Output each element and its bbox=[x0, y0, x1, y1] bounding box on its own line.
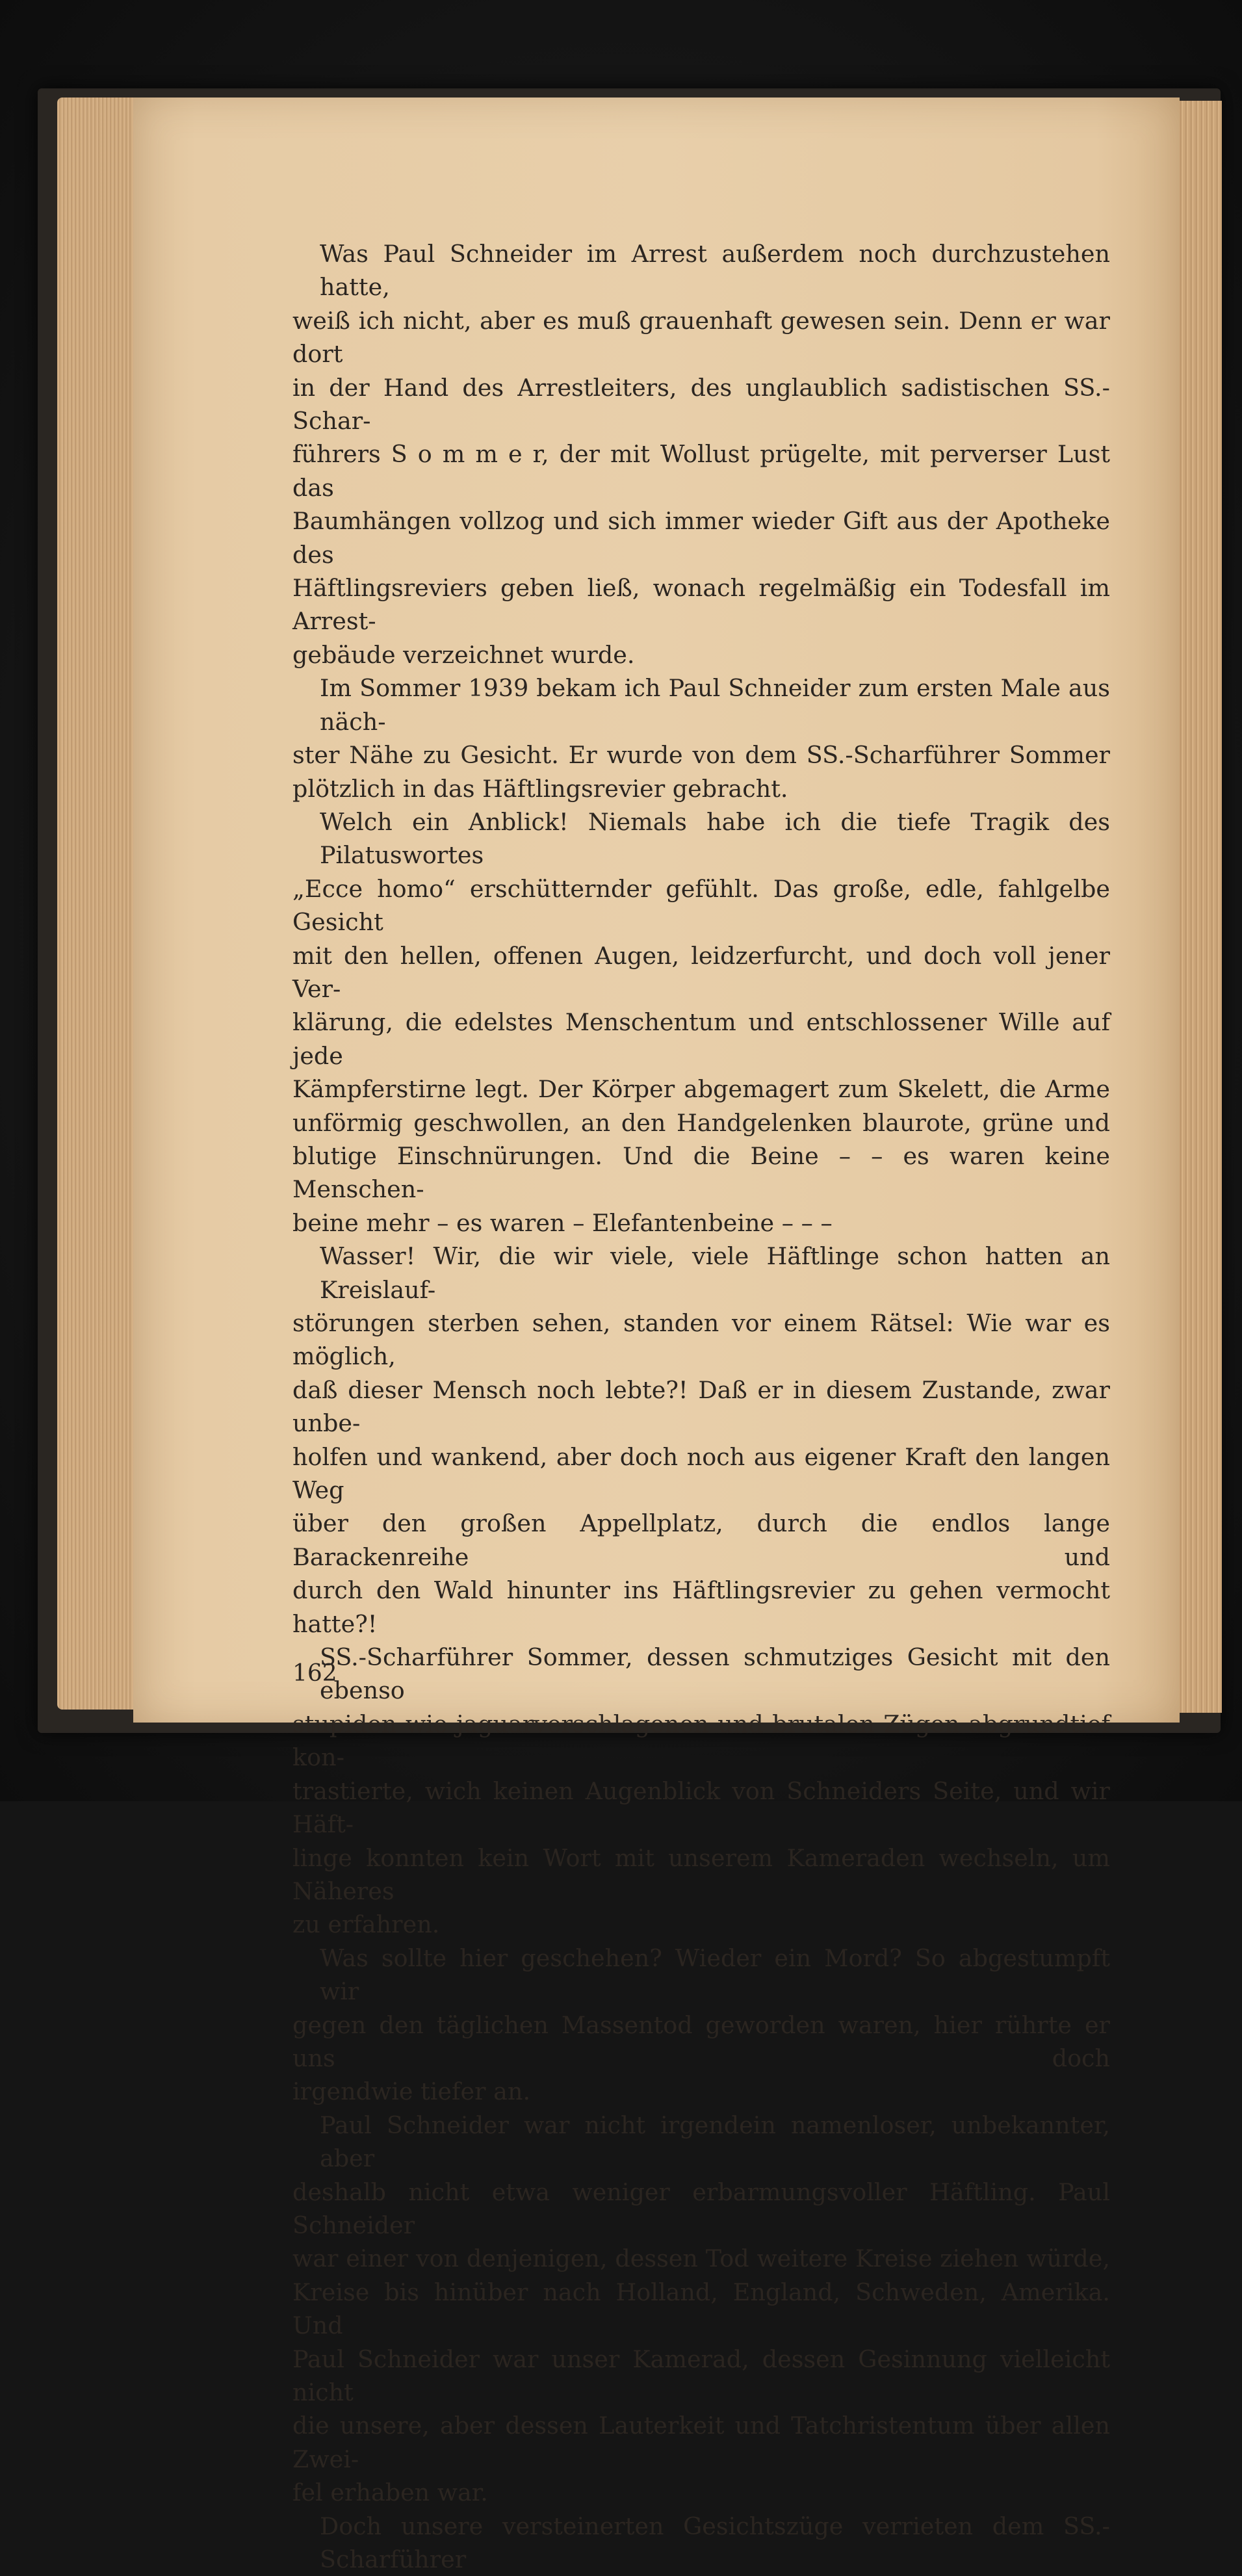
text-line: deshalb nicht etwa weniger erbarmungsvoller Häftling. Paul Schneider bbox=[292, 2178, 1110, 2239]
paragraph bbox=[292, 2109, 1110, 2510]
text-line: Baumhängen vollzog und sich immer wieder Gift aus der Apotheke des bbox=[292, 507, 1110, 569]
text-line: blutige Einschnürungen. Und die Beine – – es waren keine Menschen- bbox=[292, 1141, 1110, 1204]
text-line: Was sollte hier geschehen? Wieder ein Mord? So abgestumpft wir bbox=[320, 1944, 1110, 2006]
text-line: linge konnten kein Wort mit unserem Kameraden wechseln, um Näheres bbox=[292, 1843, 1110, 1905]
text-line: Wasser! Wir, die wir viele, viele Häftlinge schon hatten an Kreislauf- bbox=[320, 1242, 1110, 1304]
text-line: über den großen Appellplatz, durch die endlos lange Barackenreihe und bbox=[292, 1509, 1110, 1571]
text-line: unförmig geschwollen, an den Handgelenken blaurote, grüne und bbox=[292, 1108, 1110, 1137]
page-edges-left bbox=[57, 98, 135, 1710]
text-line: gegen den täglichen Massentod geworden waren, hier rührte er uns doch bbox=[292, 2010, 1110, 2072]
text-line: stupiden wie jaguarverschlagenen und brutalen Zügen abgrundtief kon- bbox=[292, 1710, 1110, 1772]
text-line: Häftlingsreviers geben ließ, wonach regelmäßig ein Todesfall im Arrest- bbox=[292, 574, 1110, 636]
text-line: gebäude verzeichnet wurde. bbox=[292, 640, 635, 669]
paragraph bbox=[292, 1942, 1110, 2109]
text-line: die unsere, aber dessen Lauterkeit und Tatchristentum über allen Zwei- bbox=[292, 2412, 1110, 2473]
text-line: Was Paul Schneider im Arrest außerdem noch durchzustehen hatte, bbox=[320, 240, 1110, 302]
text-line: Paul Schneider war nicht irgendein namenloser, unbekannter, aber bbox=[320, 2111, 1110, 2173]
body-text bbox=[292, 237, 1110, 2576]
text-line: Kreise bis hinüber nach Holland, England, Schweden, Amerika. Und bbox=[292, 2278, 1110, 2340]
paragraph bbox=[292, 671, 1110, 805]
text-line: klärung, die edelstes Menschentum und entschlossener Wille auf jede bbox=[292, 1008, 1110, 1070]
text-line: „Ecce homo“ erschütternder gefühlt. Das große, edle, fahlgelbe Gesicht bbox=[292, 874, 1110, 937]
text-line: weiß ich nicht, aber es muß grauenhaft gewesen sein. Denn er war dort bbox=[292, 306, 1110, 369]
text-line: irgendwie tiefer an. bbox=[292, 2077, 531, 2106]
text-line: SS.-Scharführer Sommer, dessen schmutziges Gesicht mit den ebenso bbox=[320, 1643, 1110, 1705]
text-line: plötzlich in das Häftlingsrevier gebracht. bbox=[292, 774, 788, 803]
paragraph bbox=[292, 2510, 1110, 2576]
text-line: trastierte, wich keinen Augenblick von Schneiders Seite, und wir Häft- bbox=[292, 1776, 1110, 1839]
text-line: in der Hand des Arrestleiters, des unglaublich sadistischen SS.-Schar- bbox=[292, 373, 1110, 436]
text-line: Kämpferstirne legt. Der Körper abgemagert zum Skelett, die Arme bbox=[292, 1075, 1110, 1104]
text-line: zu erfahren. bbox=[292, 1910, 440, 1939]
text-line: Im Sommer 1939 bekam ich Paul Schneider zum ersten Male aus näch- bbox=[320, 674, 1110, 736]
text-line: war einer von denjenigen, dessen Tod weitere Kreise ziehen würde, bbox=[292, 2244, 1110, 2273]
text-line: durch den Wald hinunter ins Häftlingsrevier zu gehen vermocht hatte?! bbox=[292, 1576, 1110, 1638]
text-line: störungen sterben sehen, standen vor einem Rätsel: Wie war es möglich, bbox=[292, 1309, 1110, 1371]
page-number: 162 bbox=[292, 1660, 337, 1687]
text-line: Welch ein Anblick! Niemals habe ich die tiefe Tragik des Pilatuswortes bbox=[320, 807, 1110, 870]
paragraph bbox=[292, 805, 1110, 1240]
paragraph bbox=[292, 1641, 1110, 1942]
text-line: daß dieser Mensch noch lebte?! Daß er in diesem Zustande, zwar unbe- bbox=[292, 1375, 1110, 1438]
text-line: beine mehr – es waren – Elefantenbeine – – – bbox=[292, 1208, 833, 1237]
paragraph bbox=[292, 1240, 1110, 1641]
text-line: Doch unsere versteinerten Gesichtszüge verrieten dem SS.-Scharführer bbox=[320, 2512, 1110, 2574]
text-line: fel erhaben war. bbox=[292, 2478, 488, 2507]
text-line: mit den hellen, offenen Augen, leidzerfurcht, und doch voll jener Ver- bbox=[292, 941, 1110, 1003]
paragraph bbox=[292, 237, 1110, 671]
book-page bbox=[133, 98, 1180, 2574]
text-line: ster Nähe zu Gesicht. Er wurde von dem SS.-Scharführer Sommer bbox=[292, 741, 1110, 770]
text-line: Paul Schneider war unser Kamerad, dessen Gesinnung vielleicht nicht bbox=[292, 2345, 1110, 2406]
text-line: holfen und wankend, aber doch noch aus eigener Kraft den langen Weg bbox=[292, 1442, 1110, 1505]
text-line: führers S o m m e r, der mit Wollust prügelte, mit perverser Lust das bbox=[292, 440, 1110, 502]
